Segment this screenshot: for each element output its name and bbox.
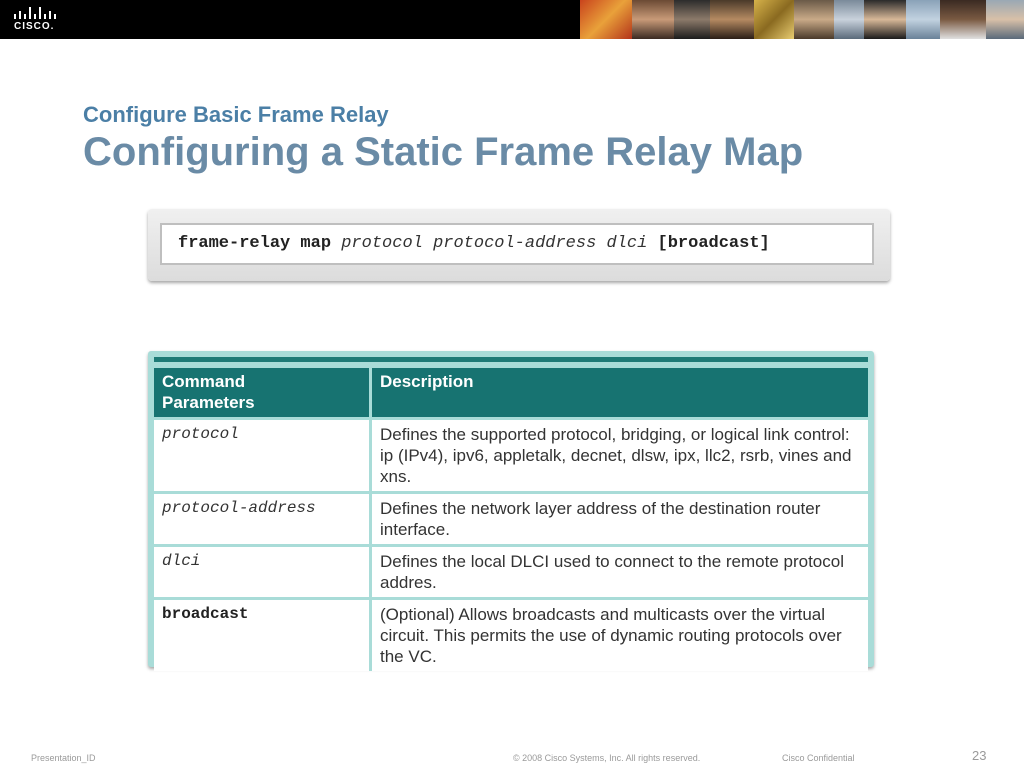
photo-texture [834, 0, 864, 39]
desc-cell: Defines the local DLCI used to connect to the remote protocol addres. [372, 547, 868, 597]
photo-texture [754, 0, 794, 39]
photo-strip [580, 0, 1024, 39]
desc-cell: Defines the supported protocol, bridging, or logical link control: ip (IPv4), ipv6, appletalk, decnet, dlsw, ipx, llc2, rsrb, vines and xns. [372, 420, 868, 491]
param-broadcast: broadcast [162, 605, 249, 623]
photo-person [710, 0, 754, 39]
photo-person [794, 0, 834, 39]
photo-person [940, 0, 986, 39]
syntax-command: frame-relay map [178, 234, 332, 253]
param-cell [154, 420, 372, 491]
syntax-optional-broadcast: [broadcast] [657, 234, 770, 253]
parameters-table [154, 365, 868, 674]
header-command-parameters: Command Parameters [154, 368, 372, 417]
slide-title: Configuring a Static Frame Relay Map [83, 130, 804, 174]
syntax-arg-protocol: protocol [341, 234, 423, 253]
table-row [154, 494, 868, 544]
table-row [154, 420, 868, 491]
parameters-table-frame [148, 351, 874, 667]
param-cell [154, 547, 372, 597]
command-syntax [160, 223, 874, 265]
param-protocol: protocol [162, 425, 239, 443]
photo-person [674, 0, 710, 39]
header-bar [0, 0, 1024, 39]
param-cell [154, 600, 372, 671]
cisco-logo [8, 5, 68, 35]
table-top-rule [154, 357, 868, 362]
photo-person [864, 0, 906, 39]
desc-cell: (Optional) Allows broadcasts and multicasts over the virtual circuit. This permits the use of dynamic routing protocols over the VC. [372, 600, 868, 671]
table-header-row [154, 368, 868, 417]
command-syntax-box [148, 209, 890, 281]
photo-person [986, 0, 1024, 39]
photo-texture [906, 0, 940, 39]
photo-texture [580, 0, 632, 39]
page-number: 23 [972, 748, 987, 763]
table-row [154, 600, 868, 671]
slide-subtitle: Configure Basic Frame Relay [83, 102, 389, 127]
syntax-arg-protocol-address: protocol-address [433, 234, 597, 253]
header-description: Description [372, 368, 868, 417]
cisco-bars-icon [14, 7, 62, 21]
param-protocol-address: protocol-address [162, 499, 316, 517]
logo-text: CISCO. [14, 21, 55, 32]
table-row [154, 547, 868, 597]
footer-confidential: Cisco Confidential [782, 753, 855, 763]
photo-person [632, 0, 674, 39]
param-dlci: dlci [162, 552, 201, 570]
desc-cell: Defines the network layer address of the destination router interface. [372, 494, 868, 544]
footer-presentation-id: Presentation_ID [31, 753, 96, 763]
param-cell [154, 494, 372, 544]
syntax-arg-dlci: dlci [606, 234, 648, 253]
footer-copyright: © 2008 Cisco Systems, Inc. All rights reserved. [513, 753, 701, 763]
